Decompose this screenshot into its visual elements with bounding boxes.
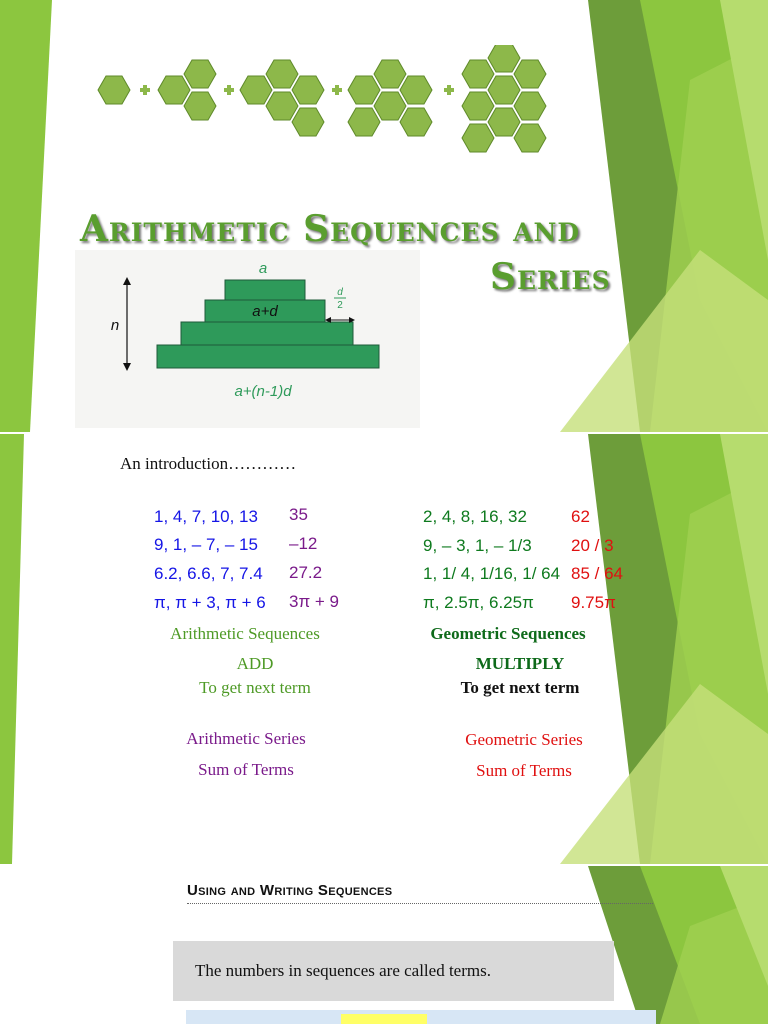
heading-divider: [187, 903, 653, 904]
arith-sum-1: 35: [289, 505, 308, 524]
arith-seq-2: 9, 1, – 7, – 15: [154, 535, 258, 554]
arithmetic-sequences-label: Arithmetic Sequences: [170, 624, 320, 643]
geometric-sum-of-terms: Sum of Terms: [476, 761, 572, 780]
green-decoration: [0, 434, 768, 864]
page-title-line1: Arithmetic Sequences and: [80, 208, 581, 250]
definition-text: The numbers in sequences are called terms.: [195, 961, 491, 980]
geo-seq-2: 9, – 3, 1, – 1/3: [423, 536, 532, 555]
half-d-numerator: d: [337, 287, 343, 298]
arith-sum-4: 3π + 9: [289, 592, 340, 611]
arith-seq-1: 1, 4, 7, 10, 13: [154, 507, 258, 526]
geometric-sequences-label: Geometric Sequences: [430, 624, 586, 643]
highlight-mark: [341, 1014, 427, 1024]
geometric-next-label: To get next term: [460, 678, 580, 697]
geometric-series-label: Geometric Series: [465, 730, 583, 749]
arith-seq-4: π, π + 3, π + 6: [154, 593, 266, 612]
half-d-denominator: 2: [337, 300, 343, 311]
pyramid-height-label: n: [110, 317, 120, 334]
arithmetic-op-label: ADD: [236, 654, 274, 673]
definition-box: [173, 941, 614, 1001]
geometric-op-label: MULTIPLY: [475, 654, 565, 673]
arith-sum-3: 27.2: [289, 563, 323, 582]
continuation-box: [186, 1010, 656, 1024]
geo-seq-1: 2, 4, 8, 16, 32: [423, 507, 527, 526]
arith-sum-2: –12: [289, 534, 318, 553]
geo-sum-1: 62: [571, 507, 590, 526]
pyramid-top-label: a: [258, 260, 268, 277]
page-title-line2: Series: [490, 256, 611, 298]
slide-title: [0, 0, 768, 432]
hexagon-pattern-diagram: [90, 45, 560, 170]
slide-using-sequences: [0, 866, 768, 1024]
geo-sum-4: 9.75π: [571, 593, 616, 612]
geo-sum-2: 20 / 3: [571, 536, 614, 555]
pyramid-diagram: [75, 250, 420, 428]
arithmetic-series-label: Arithmetic Series: [186, 729, 306, 748]
arithmetic-next-label: To get next term: [199, 678, 311, 697]
arith-seq-3: 6.2, 6.6, 7, 7.4: [154, 564, 263, 583]
arithmetic-sum-of-terms: Sum of Terms: [198, 760, 294, 779]
intro-text: An introduction…………: [120, 454, 297, 473]
geo-seq-3: 1, 1/ 4, 1/16, 1/ 64: [423, 564, 561, 583]
geo-sum-3: 85 / 64: [571, 564, 623, 583]
pyramid-bottom-label: a+(n-1)d: [234, 383, 292, 400]
pyramid-second-label: a+d: [252, 303, 278, 320]
geo-seq-4: π, 2.5π, 6.25π: [423, 593, 534, 612]
section-heading: Using and Writing Sequences: [187, 882, 393, 899]
slide-introduction: [0, 434, 768, 864]
